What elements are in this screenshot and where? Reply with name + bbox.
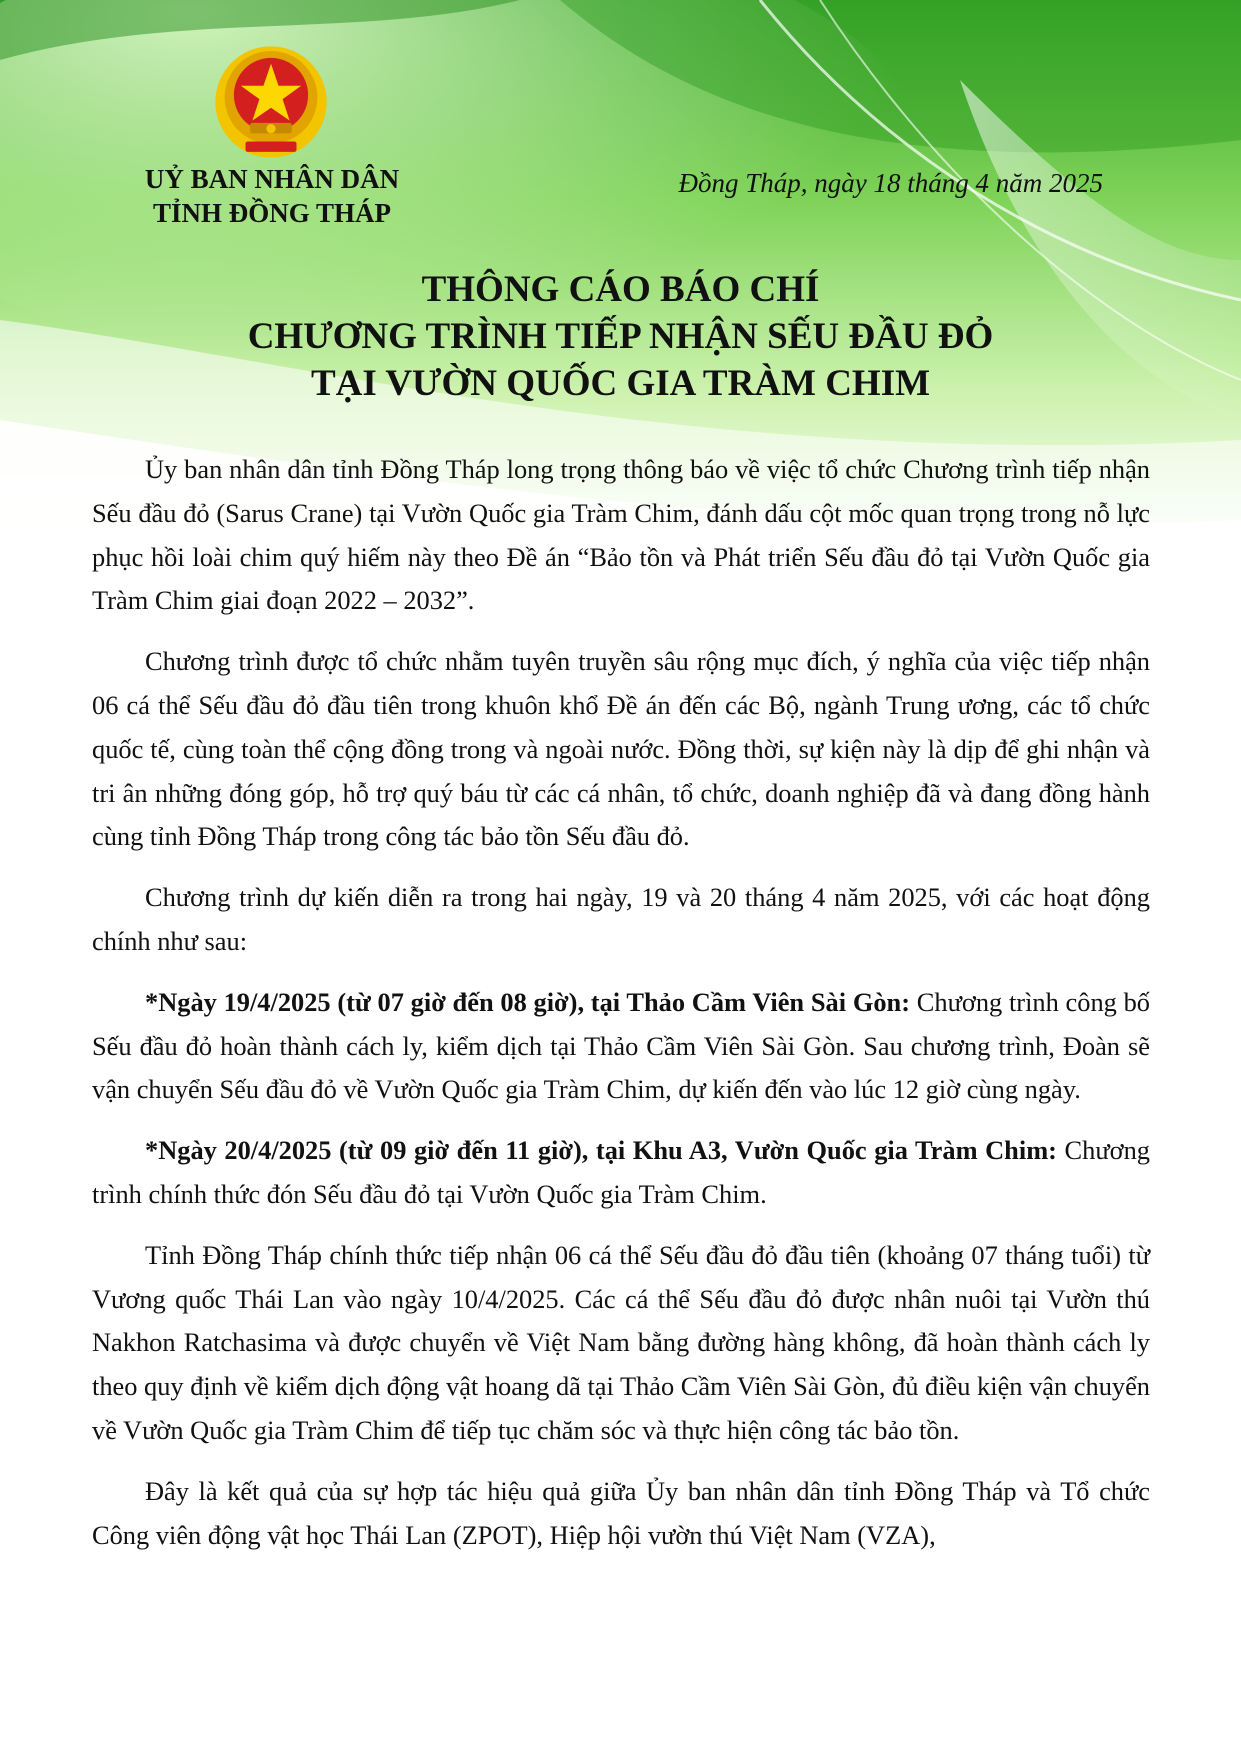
- org-line-1: UỶ BAN NHÂN DÂN: [144, 164, 400, 194]
- org-line-2: TỈNH ĐỒNG THÁP: [152, 198, 392, 228]
- paragraph-day-1: [92, 981, 1150, 1112]
- paragraph-schedule: Chương trình dự kiến diễn ra trong hai ngày, 19 và 20 tháng 4 năm 2025, với các hoạt động chính như sau:: [92, 882, 1150, 956]
- paragraph-day-2: [92, 1129, 1150, 1217]
- day-2-text: Chương trình chính thức đón Sếu đầu đỏ tại Vườn Quốc gia Tràm Chim.: [92, 1135, 1150, 1209]
- paragraph-purpose: Chương trình được tổ chức nhằm tuyên truyền sâu rộng mục đích, ý nghĩa của việc tiếp nhận 06 cá thể Sếu đầu đỏ đầu tiên trong khuôn khổ Đề án đến các Bộ, ngành Trung ương, các tổ chức quốc tế, cùng toàn thể cộng đồng trong và ngoài nước. Đồng thời, sự kiện này là dịp để ghi nhận và tri ân những đóng góp, hỗ trợ quý báu từ các cá nhân, tổ chức, doanh nghiệp đã và đang đồng hành cùng tỉnh Đồng Tháp trong công tác bảo tồn Sếu đầu đỏ.: [92, 646, 1150, 852]
- issuing-authority: [96, 162, 448, 230]
- paragraph-reception: Tỉnh Đồng Tháp chính thức tiếp nhận 06 cá thể Sếu đầu đỏ đầu tiên (khoảng 07 tháng tuổi) từ Vương quốc Thái Lan vào ngày 10/4/2025. Các cá thể Sếu đầu đỏ được nhân nuôi tại Vườn thú Nakhon Ratchasima và được chuyển về Việt Nam bằng đường hàng không, đã hoàn thành cách ly theo quy định về kiểm dịch động vật hoang dã tại Thảo Cầm Viên Sài Gòn, đủ điều kiện vận chuyển về Vườn Quốc gia Tràm Chim để tiếp tục chăm sóc và thực hiện công tác bảo tồn.: [92, 1239, 1150, 1445]
- title-line-3: TẠI VƯỜN QUỐC GIA TRÀM CHIM: [310, 363, 931, 404]
- vietnam-national-emblem-icon: [213, 44, 329, 160]
- document-body: [92, 448, 1150, 1574]
- document-date: Đồng Tháp, ngày 18 tháng 4 năm 2025: [678, 168, 1103, 198]
- title-line-2: CHƯƠNG TRÌNH TIẾP NHẬN SẾU ĐẦU ĐỎ: [247, 316, 994, 357]
- day-2-heading: *Ngày 20/4/2025 (từ 09 giờ đến 11 giờ), tại Khu A3, Vườn Quốc gia Tràm Chim:: [145, 1135, 1057, 1166]
- paragraph-cooperation: Đây là kết quả của sự hợp tác hiệu quả giữa Ủy ban nhân dân tỉnh Đồng Tháp và Tổ chức Công viên động vật học Thái Lan (ZPOT), Hiệp hội vườn thú Việt Nam (VZA),: [92, 1475, 1150, 1550]
- paragraph-intro: Ủy ban nhân dân tỉnh Đồng Tháp long trọng thông báo về việc tổ chức Chương trình tiếp nhận Sếu đầu đỏ (Sarus Crane) tại Vườn Quốc gia Tràm Chim, đánh dấu cột mốc quan trọng trong nỗ lực phục hồi loài chim quý hiếm này theo Đề án “Bảo tồn và Phát triển Sếu đầu đỏ tại Vườn Quốc gia Tràm Chim giai đoạn 2022 – 2032”.: [92, 454, 1150, 616]
- day-1-text: Chương trình công bố Sếu đầu đỏ hoàn thành cách ly, kiểm dịch tại Thảo Cầm Viên Sài Gòn. Sau chương trình, Đoàn sẽ vận chuyển Sếu đầu đỏ về Vườn Quốc gia Tràm Chim, dự kiến đến vào lúc 12 giờ cùng ngày.: [92, 986, 1150, 1105]
- document-title: [0, 266, 1241, 407]
- day-1-heading: *Ngày 19/4/2025 (từ 07 giờ đến 08 giờ), tại Thảo Cầm Viên Sài Gòn:: [145, 986, 911, 1017]
- title-line-1: THÔNG CÁO BÁO CHÍ: [421, 269, 820, 310]
